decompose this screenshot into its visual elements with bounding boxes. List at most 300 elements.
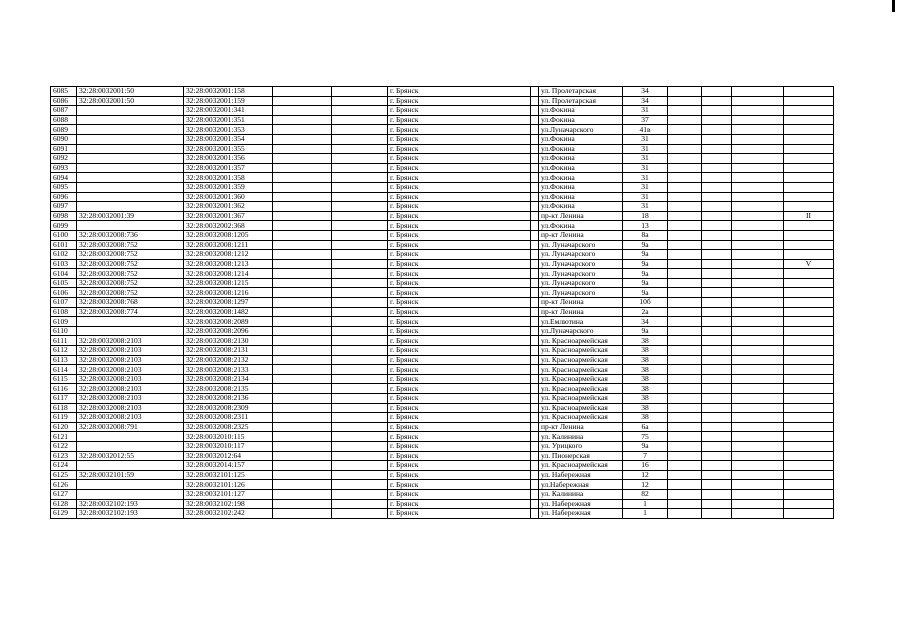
- empty-cell: [732, 470, 784, 480]
- house-number-cell: 38: [623, 336, 668, 346]
- narrow-empty-cell: [531, 125, 539, 135]
- table-row: [51, 307, 834, 317]
- row-number-cell: 6094: [51, 173, 77, 183]
- empty-cell: [732, 374, 784, 384]
- parcel-number-cell: 32:28:0032008:752: [77, 269, 184, 279]
- mark-cell: [784, 489, 834, 499]
- parcel-number-cell: [77, 326, 184, 336]
- city-cell: г. Брянск: [388, 432, 531, 442]
- mark-cell: [784, 346, 834, 356]
- mark-cell: [784, 250, 834, 260]
- city-cell: г. Брянск: [388, 489, 531, 499]
- parcel-number-cell: 32:28:0032008:2103: [77, 413, 184, 423]
- empty-cell: [332, 192, 388, 202]
- empty-cell: [273, 317, 332, 327]
- city-cell: г. Брянск: [388, 240, 531, 250]
- street-cell: ул.Фокина: [539, 173, 623, 183]
- cadastral-number-cell: 32:28:0032008:1216: [184, 288, 273, 298]
- empty-cell: [332, 269, 388, 279]
- street-cell: ул. Луначарского: [539, 288, 623, 298]
- empty-cell: [273, 336, 332, 346]
- street-cell: ул. Набережная: [539, 499, 623, 509]
- row-number-cell: 6115: [51, 374, 77, 384]
- empty-cell: [732, 432, 784, 442]
- city-cell: г. Брянск: [388, 403, 531, 413]
- table-row: [51, 125, 834, 135]
- narrow-empty-cell: [531, 384, 539, 394]
- house-number-cell: 41в: [623, 125, 668, 135]
- empty-cell: [702, 413, 732, 423]
- empty-cell: [732, 221, 784, 231]
- empty-cell: [702, 134, 732, 144]
- city-cell: г. Брянск: [388, 499, 531, 509]
- table-row: [51, 374, 834, 384]
- city-cell: г. Брянск: [388, 96, 531, 106]
- table-row: [51, 144, 834, 154]
- table-row: [51, 182, 834, 192]
- cadastral-number-cell: 32:28:0032008:2089: [184, 317, 273, 327]
- row-number-cell: 6103: [51, 259, 77, 269]
- parcel-number-cell: [77, 163, 184, 173]
- empty-cell: [732, 317, 784, 327]
- street-cell: ул. Красноармейская: [539, 394, 623, 404]
- house-number-cell: 38: [623, 346, 668, 356]
- street-cell: ул. Пионерская: [539, 451, 623, 461]
- parcel-number-cell: [77, 125, 184, 135]
- empty-cell: [702, 230, 732, 240]
- house-number-cell: 9а: [623, 326, 668, 336]
- city-cell: г. Брянск: [388, 461, 531, 471]
- cadastral-number-cell: 32:28:0032101:127: [184, 489, 273, 499]
- cadastral-number-cell: 32:28:0032008:1213: [184, 259, 273, 269]
- street-cell: ул.Фокина: [539, 163, 623, 173]
- row-number-cell: 6088: [51, 115, 77, 125]
- parcel-number-cell: [77, 461, 184, 471]
- street-cell: ул. Набережная: [539, 509, 623, 519]
- empty-cell: [702, 307, 732, 317]
- empty-cell: [702, 317, 732, 327]
- cadastral-number-cell: 32:28:0032008:1215: [184, 278, 273, 288]
- cadastral-number-cell: 32:28:0032008:1211: [184, 240, 273, 250]
- narrow-empty-cell: [531, 250, 539, 260]
- city-cell: г. Брянск: [388, 259, 531, 269]
- mark-cell: [784, 422, 834, 432]
- empty-cell: [668, 288, 702, 298]
- parcel-number-cell: 32:28:0032102:193: [77, 509, 184, 519]
- table-row: [51, 336, 834, 346]
- empty-cell: [702, 336, 732, 346]
- mark-cell: [784, 365, 834, 375]
- parcel-number-cell: 32:28:0032008:2103: [77, 384, 184, 394]
- empty-cell: [668, 499, 702, 509]
- empty-cell: [732, 250, 784, 260]
- street-cell: ул.Фокина: [539, 182, 623, 192]
- street-cell: ул. Красноармейская: [539, 374, 623, 384]
- cadastral-number-cell: 32:28:0032001:353: [184, 125, 273, 135]
- city-cell: г. Брянск: [388, 509, 531, 519]
- empty-cell: [273, 326, 332, 336]
- narrow-empty-cell: [531, 230, 539, 240]
- house-number-cell: 10б: [623, 298, 668, 308]
- row-number-cell: 6125: [51, 470, 77, 480]
- city-cell: г. Брянск: [388, 211, 531, 221]
- table-row: [51, 288, 834, 298]
- narrow-empty-cell: [531, 470, 539, 480]
- mark-cell: [784, 173, 834, 183]
- empty-cell: [732, 346, 784, 356]
- empty-cell: [273, 221, 332, 231]
- city-cell: г. Брянск: [388, 422, 531, 432]
- street-cell: ул. Красноармейская: [539, 403, 623, 413]
- table-row: [51, 173, 834, 183]
- parcel-number-cell: 32:28:0032008:2103: [77, 394, 184, 404]
- empty-cell: [732, 461, 784, 471]
- mark-cell: II: [784, 211, 834, 221]
- cadastral-number-cell: 32:28:0032101:125: [184, 470, 273, 480]
- mark-cell: [784, 298, 834, 308]
- narrow-empty-cell: [531, 202, 539, 212]
- city-cell: г. Брянск: [388, 230, 531, 240]
- mark-cell: [784, 509, 834, 519]
- empty-cell: [332, 96, 388, 106]
- mark-cell: [784, 163, 834, 173]
- empty-cell: [332, 499, 388, 509]
- city-cell: г. Брянск: [388, 163, 531, 173]
- narrow-empty-cell: [531, 441, 539, 451]
- street-cell: ул.Фокина: [539, 202, 623, 212]
- empty-cell: [332, 480, 388, 490]
- row-number-cell: 6120: [51, 422, 77, 432]
- cadastral-number-cell: 32:28:0032001:159: [184, 96, 273, 106]
- empty-cell: [668, 173, 702, 183]
- house-number-cell: 31: [623, 154, 668, 164]
- empty-cell: [702, 451, 732, 461]
- cadastral-number-cell: 32:28:0032008:2131: [184, 346, 273, 356]
- empty-cell: [332, 144, 388, 154]
- empty-cell: [732, 87, 784, 97]
- cadastral-number-cell: 32:28:0032010:117: [184, 441, 273, 451]
- cadastral-number-cell: 32:28:0032008:1482: [184, 307, 273, 317]
- empty-cell: [668, 394, 702, 404]
- empty-cell: [732, 202, 784, 212]
- city-cell: г. Брянск: [388, 346, 531, 356]
- city-cell: г. Брянск: [388, 278, 531, 288]
- table-row: [51, 202, 834, 212]
- street-cell: ул. Калинина: [539, 489, 623, 499]
- row-number-cell: 6109: [51, 317, 77, 327]
- narrow-empty-cell: [531, 346, 539, 356]
- narrow-empty-cell: [531, 413, 539, 423]
- empty-cell: [332, 106, 388, 116]
- empty-cell: [702, 154, 732, 164]
- empty-cell: [732, 403, 784, 413]
- street-cell: ул. Красноармейская: [539, 346, 623, 356]
- empty-cell: [668, 441, 702, 451]
- table-row: [51, 326, 834, 336]
- empty-cell: [702, 298, 732, 308]
- city-cell: г. Брянск: [388, 355, 531, 365]
- city-cell: г. Брянск: [388, 374, 531, 384]
- mark-cell: [784, 269, 834, 279]
- mark-cell: [784, 355, 834, 365]
- empty-cell: [273, 403, 332, 413]
- empty-cell: [332, 163, 388, 173]
- cadastral-number-cell: 32:28:0032008:2135: [184, 384, 273, 394]
- parcel-number-cell: [77, 317, 184, 327]
- empty-cell: [273, 125, 332, 135]
- mark-cell: [784, 125, 834, 135]
- table-row: [51, 499, 834, 509]
- mark-cell: [784, 461, 834, 471]
- parcel-number-cell: [77, 144, 184, 154]
- mark-cell: [784, 336, 834, 346]
- parcel-number-cell: 32:28:0032012:55: [77, 451, 184, 461]
- row-number-cell: 6127: [51, 489, 77, 499]
- table-row: [51, 192, 834, 202]
- house-number-cell: 18: [623, 211, 668, 221]
- empty-cell: [702, 394, 732, 404]
- parcel-number-cell: 32:28:0032008:752: [77, 259, 184, 269]
- empty-cell: [668, 125, 702, 135]
- city-cell: г. Брянск: [388, 413, 531, 423]
- empty-cell: [668, 269, 702, 279]
- row-number-cell: 6126: [51, 480, 77, 490]
- mark-cell: [784, 317, 834, 327]
- mark-cell: [784, 192, 834, 202]
- street-cell: ул.Фокина: [539, 106, 623, 116]
- house-number-cell: 16: [623, 461, 668, 471]
- cadastral-number-cell: 32:28:0032008:1205: [184, 230, 273, 240]
- parcel-number-cell: 32:28:0032008:752: [77, 250, 184, 260]
- empty-cell: [702, 365, 732, 375]
- empty-cell: [668, 509, 702, 519]
- row-number-cell: 6087: [51, 106, 77, 116]
- parcel-number-cell: 32:28:0032008:752: [77, 288, 184, 298]
- street-cell: пр-кт Ленина: [539, 307, 623, 317]
- empty-cell: [668, 307, 702, 317]
- house-number-cell: 34: [623, 96, 668, 106]
- narrow-empty-cell: [531, 144, 539, 154]
- city-cell: г. Брянск: [388, 115, 531, 125]
- cadastral-number-cell: 32:28:0032001:354: [184, 134, 273, 144]
- empty-cell: [668, 240, 702, 250]
- cadastral-number-cell: 32:28:0032008:2132: [184, 355, 273, 365]
- cadastral-number-cell: 32:28:0032008:2134: [184, 374, 273, 384]
- city-cell: г. Брянск: [388, 451, 531, 461]
- empty-cell: [702, 432, 732, 442]
- house-number-cell: 38: [623, 413, 668, 423]
- empty-cell: [732, 240, 784, 250]
- narrow-empty-cell: [531, 288, 539, 298]
- empty-cell: [702, 96, 732, 106]
- empty-cell: [332, 509, 388, 519]
- empty-cell: [732, 192, 784, 202]
- narrow-empty-cell: [531, 480, 539, 490]
- empty-cell: [273, 96, 332, 106]
- empty-cell: [273, 115, 332, 125]
- narrow-empty-cell: [531, 451, 539, 461]
- empty-cell: [332, 259, 388, 269]
- city-cell: г. Брянск: [388, 298, 531, 308]
- empty-cell: [702, 202, 732, 212]
- street-cell: пр-кт Ленина: [539, 422, 623, 432]
- empty-cell: [273, 509, 332, 519]
- row-number-cell: 6089: [51, 125, 77, 135]
- empty-cell: [668, 365, 702, 375]
- empty-cell: [668, 355, 702, 365]
- cadastral-number-cell: 32:28:0032012:64: [184, 451, 273, 461]
- empty-cell: [332, 288, 388, 298]
- empty-cell: [273, 307, 332, 317]
- empty-cell: [273, 87, 332, 97]
- empty-cell: [732, 422, 784, 432]
- empty-cell: [668, 154, 702, 164]
- empty-cell: [732, 259, 784, 269]
- house-number-cell: 31: [623, 192, 668, 202]
- row-number-cell: 6129: [51, 509, 77, 519]
- empty-cell: [702, 403, 732, 413]
- row-number-cell: 6100: [51, 230, 77, 240]
- cadastral-number-cell: 32:28:0032101:126: [184, 480, 273, 490]
- street-cell: ул. Луначарского: [539, 278, 623, 288]
- table-row: [51, 480, 834, 490]
- house-number-cell: 31: [623, 173, 668, 183]
- empty-cell: [668, 403, 702, 413]
- parcel-number-cell: [77, 182, 184, 192]
- empty-cell: [668, 163, 702, 173]
- empty-cell: [702, 173, 732, 183]
- mark-cell: [784, 240, 834, 250]
- empty-cell: [702, 182, 732, 192]
- empty-cell: [273, 182, 332, 192]
- empty-cell: [332, 432, 388, 442]
- city-cell: г. Брянск: [388, 182, 531, 192]
- row-number-cell: 6092: [51, 154, 77, 164]
- house-number-cell: 31: [623, 106, 668, 116]
- row-number-cell: 6117: [51, 394, 77, 404]
- parcel-number-cell: [77, 441, 184, 451]
- city-cell: г. Брянск: [388, 202, 531, 212]
- empty-cell: [332, 87, 388, 97]
- empty-cell: [732, 269, 784, 279]
- empty-cell: [732, 211, 784, 221]
- city-cell: г. Брянск: [388, 394, 531, 404]
- row-number-cell: 6106: [51, 288, 77, 298]
- parcel-number-cell: [77, 221, 184, 231]
- city-cell: г. Брянск: [388, 154, 531, 164]
- row-number-cell: 6116: [51, 384, 77, 394]
- empty-cell: [668, 470, 702, 480]
- house-number-cell: 37: [623, 115, 668, 125]
- parcel-number-cell: 32:28:0032008:2103: [77, 355, 184, 365]
- city-cell: г. Брянск: [388, 173, 531, 183]
- empty-cell: [668, 374, 702, 384]
- table-row: [51, 230, 834, 240]
- table-row: [51, 96, 834, 106]
- empty-cell: [273, 346, 332, 356]
- mark-cell: [784, 288, 834, 298]
- table-row: [51, 278, 834, 288]
- row-number-cell: 6102: [51, 250, 77, 260]
- cadastral-number-cell: 32:28:0032008:2130: [184, 336, 273, 346]
- mark-cell: [784, 470, 834, 480]
- parcel-number-cell: 32:28:0032008:774: [77, 307, 184, 317]
- narrow-empty-cell: [531, 355, 539, 365]
- mark-cell: [784, 230, 834, 240]
- empty-cell: [702, 346, 732, 356]
- parcel-number-cell: 32:28:0032001:39: [77, 211, 184, 221]
- empty-cell: [273, 298, 332, 308]
- empty-cell: [732, 307, 784, 317]
- house-number-cell: 2а: [623, 307, 668, 317]
- empty-cell: [273, 202, 332, 212]
- cadastral-number-cell: 32:28:0032001:360: [184, 192, 273, 202]
- cadastral-number-cell: 32:28:0032008:2325: [184, 422, 273, 432]
- empty-cell: [702, 144, 732, 154]
- mark-cell: [784, 96, 834, 106]
- empty-cell: [732, 288, 784, 298]
- city-cell: г. Брянск: [388, 384, 531, 394]
- empty-cell: [702, 269, 732, 279]
- house-number-cell: 9а: [623, 240, 668, 250]
- parcel-number-cell: [77, 134, 184, 144]
- house-number-cell: 38: [623, 374, 668, 384]
- empty-cell: [273, 269, 332, 279]
- narrow-empty-cell: [531, 298, 539, 308]
- empty-cell: [332, 154, 388, 164]
- empty-cell: [273, 278, 332, 288]
- row-number-cell: 6091: [51, 144, 77, 154]
- house-number-cell: 38: [623, 384, 668, 394]
- empty-cell: [732, 173, 784, 183]
- street-cell: ул. Луначарского: [539, 240, 623, 250]
- table-row: [51, 451, 834, 461]
- empty-cell: [668, 336, 702, 346]
- cadastral-number-cell: 32:28:0032001:367: [184, 211, 273, 221]
- house-number-cell: 9а: [623, 441, 668, 451]
- house-number-cell: 34: [623, 87, 668, 97]
- cadastral-number-cell: 32:28:0032008:1297: [184, 298, 273, 308]
- parcel-number-cell: 32:28:0032008:2103: [77, 365, 184, 375]
- parcel-number-cell: 32:28:0032001:50: [77, 96, 184, 106]
- narrow-empty-cell: [531, 211, 539, 221]
- empty-cell: [702, 221, 732, 231]
- cadastral-number-cell: 32:28:0032008:2311: [184, 413, 273, 423]
- table-row: [51, 240, 834, 250]
- house-number-cell: 82: [623, 489, 668, 499]
- empty-cell: [273, 422, 332, 432]
- empty-cell: [332, 317, 388, 327]
- mark-cell: [784, 154, 834, 164]
- parcel-number-cell: [77, 106, 184, 116]
- empty-cell: [668, 432, 702, 442]
- street-cell: ул.Фокина: [539, 192, 623, 202]
- house-number-cell: 8а: [623, 230, 668, 240]
- empty-cell: [702, 470, 732, 480]
- mark-cell: [784, 144, 834, 154]
- street-cell: ул.Фокина: [539, 134, 623, 144]
- city-cell: г. Брянск: [388, 336, 531, 346]
- empty-cell: [332, 461, 388, 471]
- cadastral-number-cell: 32:28:0032010:115: [184, 432, 273, 442]
- empty-cell: [332, 230, 388, 240]
- table-row: [51, 403, 834, 413]
- empty-cell: [732, 230, 784, 240]
- empty-cell: [273, 413, 332, 423]
- empty-cell: [273, 211, 332, 221]
- empty-cell: [273, 470, 332, 480]
- narrow-empty-cell: [531, 278, 539, 288]
